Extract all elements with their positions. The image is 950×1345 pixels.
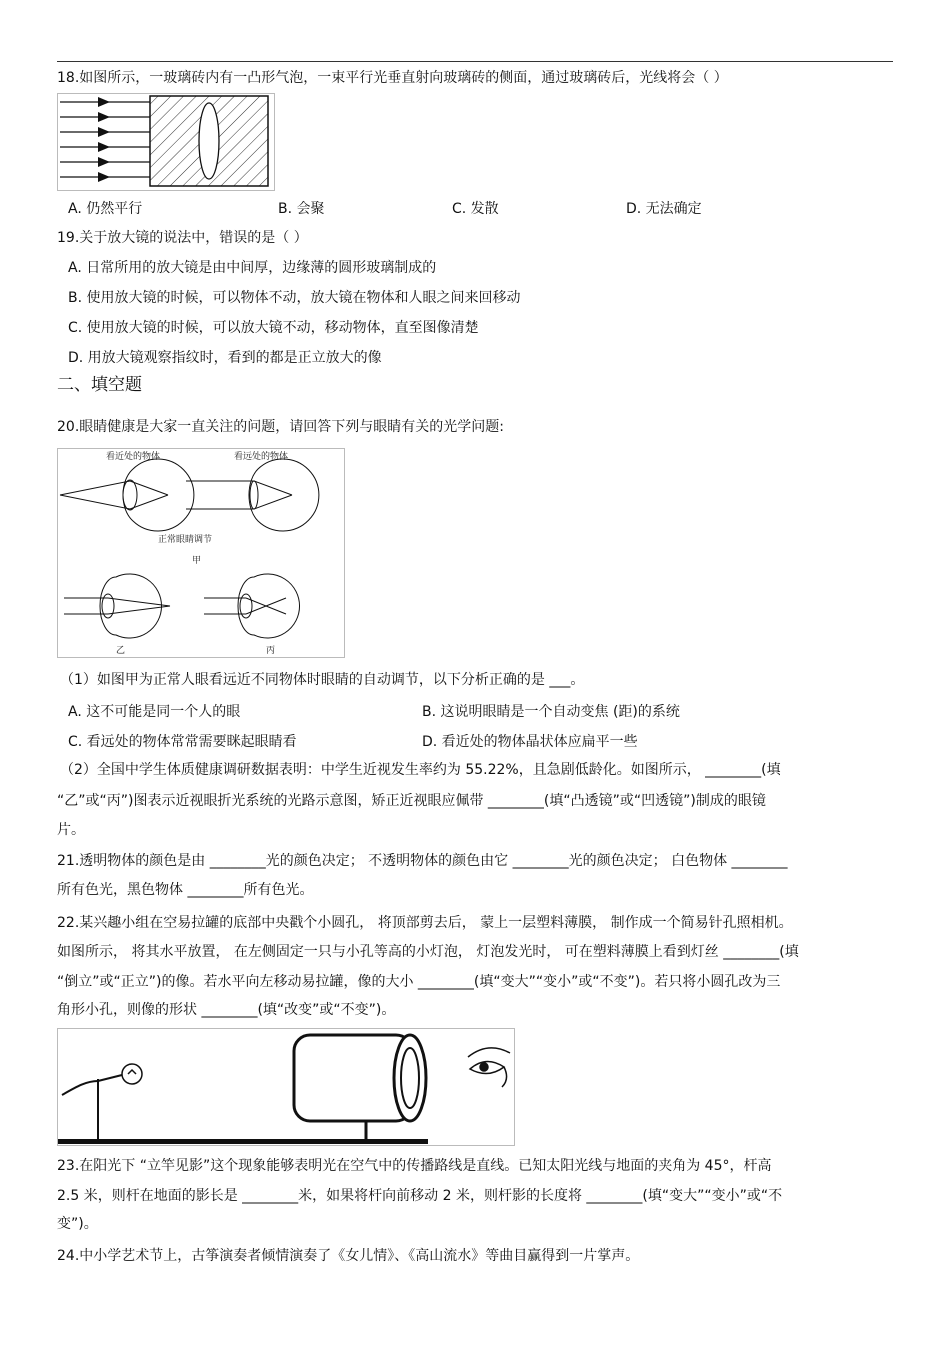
q20-part2-line1: （2）全国中学生体质健康调研数据表明：中学生近视发生率约为 55.22%，且急剧低龄化。如图所示， ________(填: [60, 762, 781, 778]
ground-bar: [58, 1139, 428, 1144]
q24-stem: 24.中小学艺术节上，古筝演奏者倾情演奏了《女儿情》、《高山流水》等曲目赢得到一片掌声。: [57, 1248, 640, 1264]
q23-line2: 2.5 米，则杆在地面的影长是 ________米，如果将杆向前移动 2 米，则杆影的长度将 ________(填“变大”“变小”或“不: [57, 1188, 783, 1204]
pinhole-camera-diagram: [58, 1029, 514, 1145]
eye-far: [186, 459, 319, 531]
q18-option-b[interactable]: B. 会聚: [278, 201, 325, 217]
q23-line1: 23.在阳光下 “立竿见影”这个现象能够表明光在空气中的传播路线是直线。已知太阳光线与地面的夹角为 45°，杆高: [57, 1158, 772, 1174]
q19-option-d[interactable]: D. 用放大镜观察指纹时，看到的都是正立放大的像: [68, 350, 382, 366]
glass-brick-diagram: [58, 94, 274, 190]
light-bulb-icon: [122, 1064, 142, 1084]
q19-option-c[interactable]: C. 使用放大镜的时候，可以放大镜不动，移动物体，直至图像清楚: [68, 320, 479, 336]
q19-option-b[interactable]: B. 使用放大镜的时候，可以物体不动，放大镜在物体和人眼之间来回移动: [68, 290, 521, 306]
label-far-object: 看远处的物体: [234, 452, 289, 462]
q20-option-a[interactable]: A. 这不可能是同一个人的眼: [68, 704, 241, 720]
ray-arrowheads: [98, 97, 110, 182]
parallel-light-rays: [60, 102, 150, 177]
eye-yi: [64, 574, 170, 638]
eye-bing: [204, 574, 300, 638]
q18-option-d[interactable]: D. 无法确定: [626, 201, 702, 217]
q20-part2-line3: 片。: [57, 822, 85, 838]
q22-line2: 如图所示， 将其水平放置， 在左侧固定一只与小孔等高的小灯泡， 灯泡发光时， 可在塑料薄膜上看到灯丝 ________(填: [57, 944, 799, 960]
q22-line4: 角形小孔，则像的形状 ________(填“改变”或“不变”)。: [57, 1002, 396, 1018]
q18-glass-brick-figure: [57, 93, 275, 191]
q20-option-b[interactable]: B. 这说明眼睛是一个自动变焦 (距)的系统: [422, 704, 680, 720]
label-yi: 乙: [116, 646, 126, 656]
eye-optics-diagram: [58, 449, 344, 657]
eye-icon: [468, 1048, 510, 1087]
q20-stem: 20.眼睛健康是大家一直关注的问题，请回答下列与眼睛有关的光学问题:: [57, 419, 504, 435]
q19-option-a[interactable]: A. 日常所用的放大镜是由中间厚，边缘薄的圆形玻璃制成的: [68, 260, 437, 276]
q21-line1: 21.透明物体的颜色是由 ________光的颜色决定； 不透明物体的颜色由它 ________光的颜色决定； 白色物体 ________: [57, 853, 788, 869]
q19-stem: 19.关于放大镜的说法中，错误的是（ ）: [57, 230, 308, 246]
q20-option-c[interactable]: C. 看远处的物体常常需要眯起眼睛看: [68, 734, 297, 750]
label-bing: 丙: [266, 646, 276, 656]
section-title-fill-blank: 二、填空题: [57, 375, 142, 395]
eye-near: [60, 459, 194, 531]
q23-line3: 变”)。: [57, 1216, 98, 1232]
can-camera: [294, 1035, 426, 1121]
q20-option-d[interactable]: D. 看近处的物体晶状体应扁平一些: [422, 734, 638, 750]
caption-normal-eye: 正常眼睛调节: [158, 535, 213, 545]
q18-option-a[interactable]: A. 仍然平行: [68, 201, 143, 217]
label-jia: 甲: [192, 556, 202, 566]
q20-eye-figure: [57, 448, 345, 658]
q22-pinhole-camera-figure: [57, 1028, 515, 1146]
q20-part1: （1）如图甲为正常人眼看远近不同物体时眼睛的自动调节，以下分析正确的是 ___。: [60, 672, 585, 688]
top-rule: [57, 61, 893, 62]
q18-option-c[interactable]: C. 发散: [452, 201, 499, 217]
q20-part2-line2: “乙”或“丙”)图表示近视眼折光系统的光路示意图，矫正近视眼应佩带 ________(填“凸透镜”或“凹透镜”)制成的眼镜: [57, 793, 766, 809]
q18-stem: 18.如图所示，一玻璃砖内有一凸形气泡，一束平行光垂直射向玻璃砖的侧面，通过玻璃砖后，光线将会（ ）: [57, 70, 728, 86]
convex-air-bubble: [199, 103, 219, 179]
q22-line3: “倒立”或“正立”)的像。若水平向左移动易拉罐，像的大小 ________(填“变大”“变小”或“不变”)。若只将小圆孔改为三: [57, 974, 781, 990]
lamp-stand: [62, 1075, 122, 1141]
label-near-object: 看近处的物体: [106, 452, 161, 462]
q22-line1: 22.某兴趣小组在空易拉罐的底部中央戳个小圆孔， 将顶部剪去后， 蒙上一层塑料薄膜， 制作成一个简易针孔照相机。: [57, 915, 793, 931]
q21-line2: 所有色光，黑色物体 ________所有色光。: [57, 882, 314, 898]
